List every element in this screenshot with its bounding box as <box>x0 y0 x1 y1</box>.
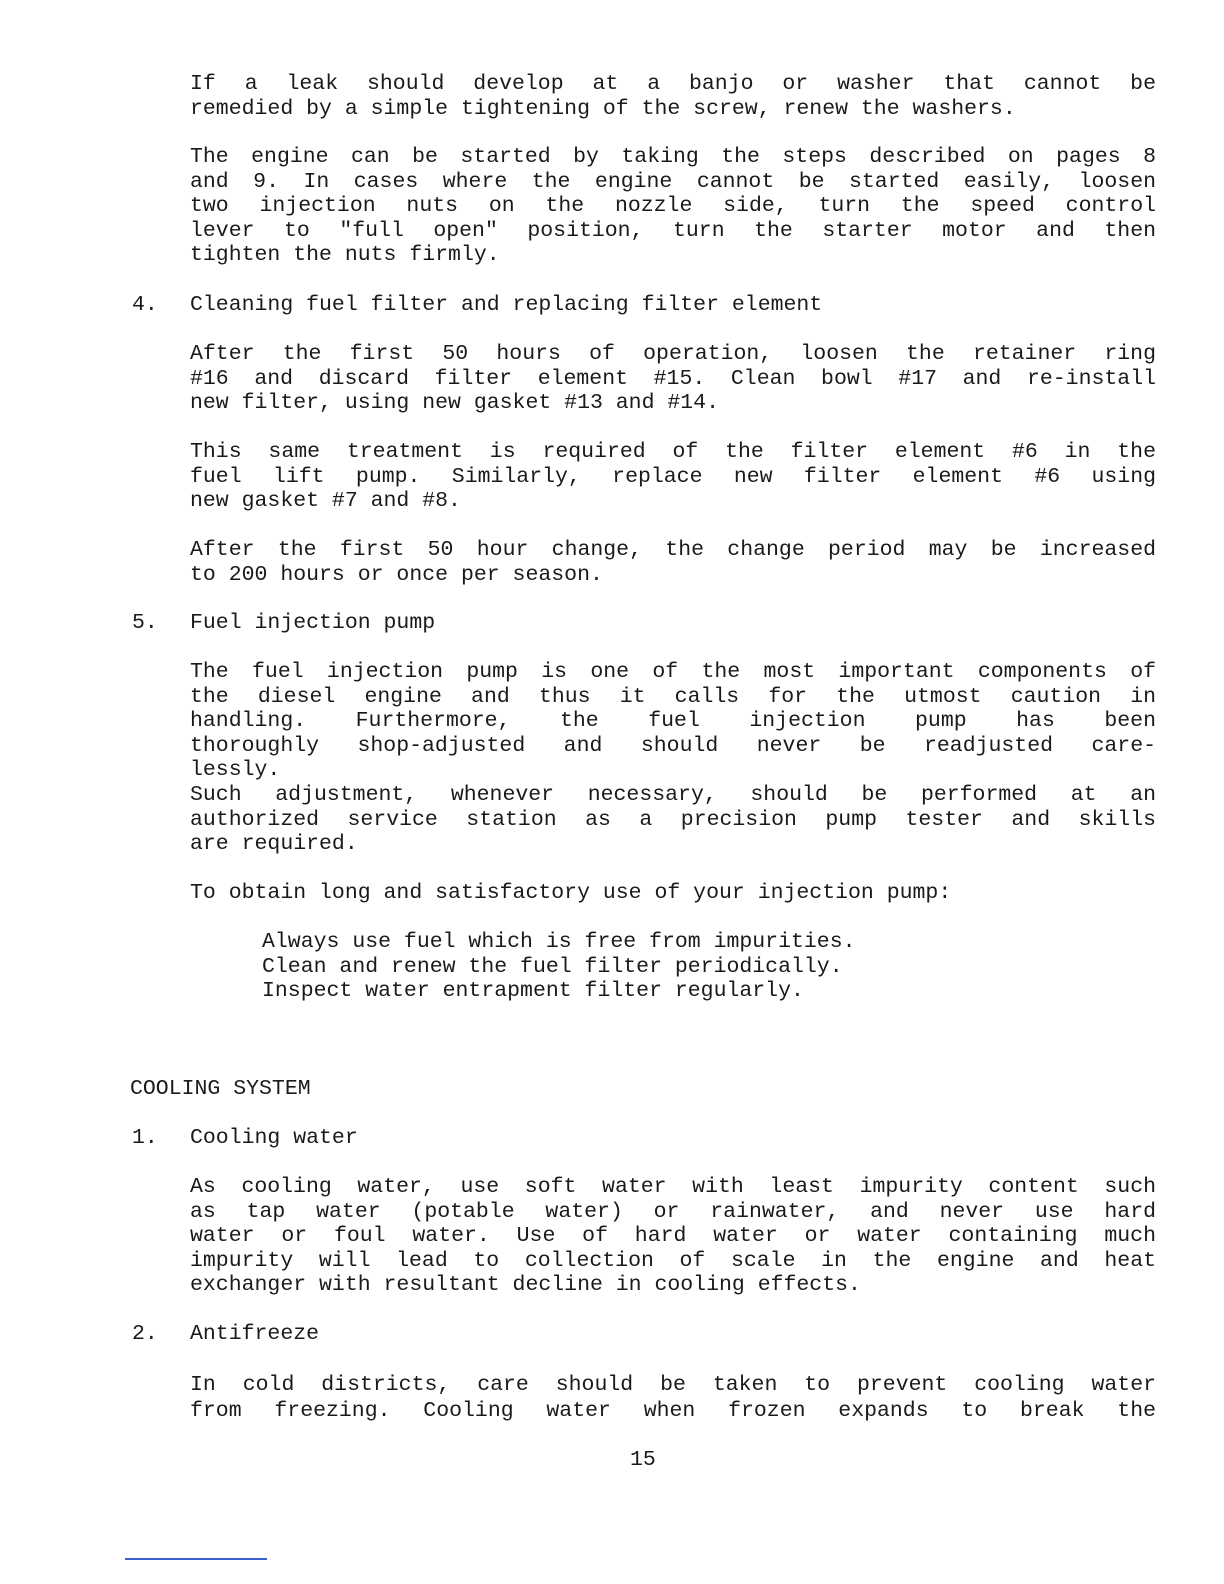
text-line: as tap water (potable water) or rainwater, and never use hard <box>190 1199 1156 1224</box>
text-line: are required. <box>190 832 358 857</box>
list-item: Always use fuel which is free from impurities. <box>262 930 856 954</box>
paragraph-cooling-water <box>190 1175 1156 1298</box>
text-line: Such adjustment, whenever necessary, should be performed at an <box>190 782 1156 807</box>
text-line: handling. Furthermore, the fuel injection pump has been <box>190 709 1156 734</box>
text-line: thoroughly shop-adjusted and should never be readjusted care- <box>190 733 1156 758</box>
text-line: In cold districts, care should be taken to prevent cooling water <box>190 1373 1156 1397</box>
text-line: tighten the nuts firmly. <box>190 243 500 268</box>
text-line: to 200 hours or once per season. <box>190 562 603 587</box>
text-line: This same treatment is required of the filter element #6 in the <box>190 440 1156 464</box>
item-heading-injection-pump: Fuel injection pump <box>190 611 436 635</box>
text-line: from freezing. Cooling water when frozen expands to break the <box>190 1398 1156 1423</box>
text-line: new gasket #7 and #8. <box>190 489 461 514</box>
text-line: two injection nuts on the nozzle side, turn the speed control <box>190 194 1156 219</box>
item-heading-antifreeze: Antifreeze <box>190 1322 320 1346</box>
text-line: water or foul water. Use of hard water or water containing much <box>190 1224 1156 1249</box>
paragraph-pump-obtain <box>190 881 1156 906</box>
item-number: 1. <box>132 1126 158 1150</box>
page-number: 15 <box>630 1448 656 1472</box>
list-item: Clean and renew the fuel filter periodically. <box>262 954 843 979</box>
text-line: exchanger with resultant decline in cooling effects. <box>190 1273 861 1298</box>
paragraph-pump-intro <box>190 660 1156 857</box>
item-heading-fuel-filter: Cleaning fuel filter and replacing filter element <box>190 293 823 317</box>
text-line: fuel lift pump. Similarly, replace new filter element #6 using <box>190 464 1156 489</box>
text-line: lever to "full open" position, turn the starter motor and then <box>190 218 1156 243</box>
text-line: If a leak should develop at a banjo or washer that cannot be <box>190 72 1156 96</box>
item-number: 2. <box>132 1322 158 1346</box>
text-line: the diesel engine and thus it calls for the utmost caution in <box>190 684 1156 709</box>
text-line: The engine can be started by taking the steps described on pages 8 <box>190 145 1156 169</box>
item-number: 5. <box>132 611 158 635</box>
text-line: The fuel injection pump is one of the most important components of <box>190 660 1156 684</box>
pump-tips-list <box>262 930 856 1004</box>
list-item: Inspect water entrapment filter regularly. <box>262 979 804 1004</box>
text-line: #16 and discard filter element #15. Clean bowl #17 and re-install <box>190 366 1156 391</box>
text-line: After the first 50 hours of operation, loosen the retainer ring <box>190 342 1156 366</box>
paragraph-filter-first <box>190 342 1156 416</box>
text-line: remedied by a simple tightening of the screw, renew the washers. <box>190 96 1016 121</box>
text-line: lessly. <box>190 758 281 783</box>
text-line: and 9. In cases where the engine cannot be started easily, loosen <box>190 169 1156 194</box>
paragraph-engine-start <box>190 145 1156 268</box>
text-line: authorized service station as a precision pump tester and skills <box>190 807 1156 832</box>
text-line: new filter, using new gasket #13 and #14. <box>190 391 719 416</box>
item-number: 4. <box>132 293 158 317</box>
item-heading-cooling-water: Cooling water <box>190 1126 358 1150</box>
paragraph-leak <box>190 72 1156 121</box>
section-heading-cooling-system: COOLING SYSTEM <box>130 1077 311 1101</box>
text-line: To obtain long and satisfactory use of your injection pump: <box>190 881 952 905</box>
paragraph-antifreeze <box>190 1373 1156 1424</box>
text-line: As cooling water, use soft water with least impurity content such <box>190 1175 1156 1199</box>
paragraph-filter-lift-pump <box>190 440 1156 514</box>
footer-rule <box>125 1558 267 1560</box>
paragraph-filter-period <box>190 538 1156 587</box>
text-line: After the first 50 hour change, the change period may be increased <box>190 538 1156 562</box>
text-line: impurity will lead to collection of scale in the engine and heat <box>190 1248 1156 1273</box>
